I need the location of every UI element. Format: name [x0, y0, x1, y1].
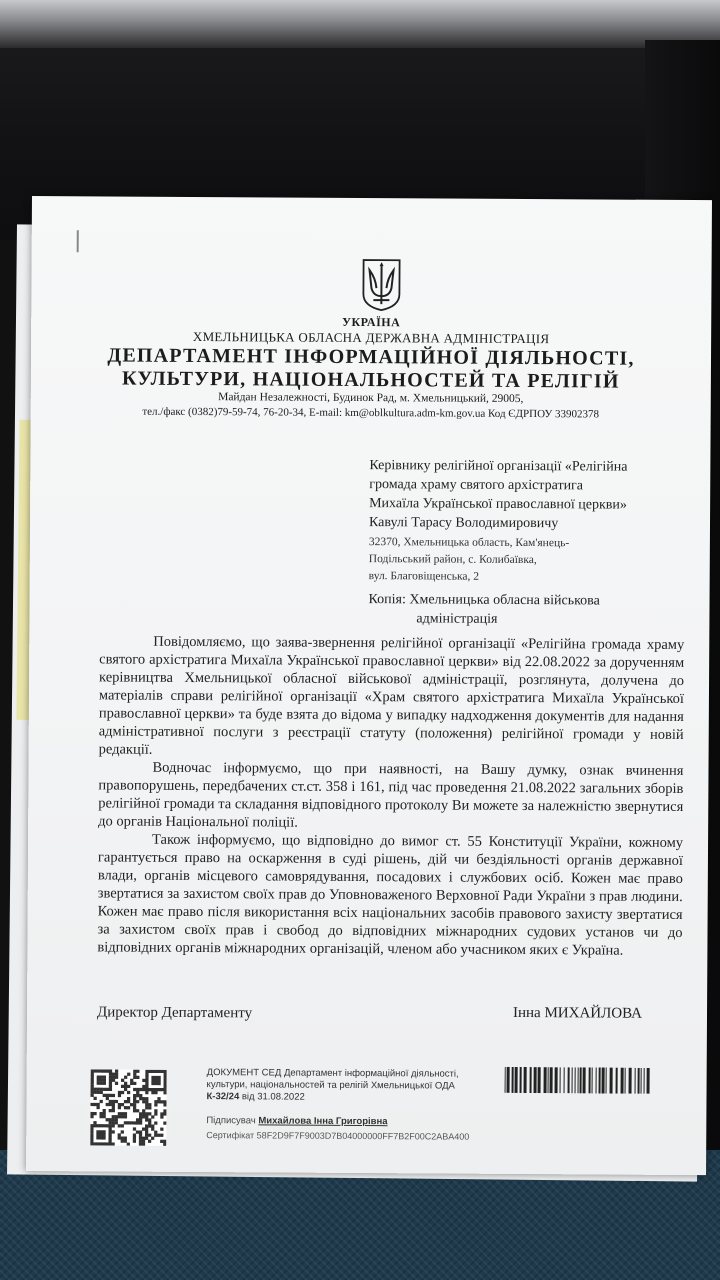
- copy-line: адміністрація: [416, 611, 498, 627]
- body-paragraph: Повідомляємо, що заява-звернення релігійної організації «Релігійна громада храму святого архістратига Михаїла Української православної церкви» від 22.08.2022 за дорученням керівництва Хмельницької обласної військової адміністрації, розглянута, долучена до матеріалів справи релігійної організації «Храм святого архістратига Михаїла Української православної церкви» та буде взята до відома у випадку надходження документів для надання адміністративної послуги з реєстрації статуту (положення) релігійної громади у новій редакції.: [98, 633, 685, 758]
- sed-reg-number: К-32/24: [206, 1091, 240, 1103]
- addressee-line: Керівнику релігійної організації «Релігійна: [369, 458, 628, 475]
- addressee-line: громада храму святого архістратига: [369, 477, 584, 494]
- copy-line: Копія: Хмельницька обласна військова: [368, 592, 600, 609]
- department-name: [31, 344, 711, 394]
- electronic-document-stamp: [206, 1067, 516, 1105]
- sed-signer-label: Підписувач: [206, 1115, 256, 1127]
- postal-address: [369, 534, 669, 587]
- letter-page: [26, 196, 712, 1175]
- sed-signer-name: Михайлова Інна Григорівна: [258, 1115, 388, 1128]
- barcode-icon: [505, 1067, 651, 1094]
- department-line-2: КУЛЬТУРИ, НАЦІОНАЛЬНОСТЕЙ ТА РЕЛІГІЙ: [121, 367, 620, 393]
- signatory-name: Інна МИХАЙЛОВА: [512, 1004, 643, 1022]
- addressee-line: Михаїла Української православної церкви»: [369, 496, 627, 513]
- signatory-role: Директор Департаменту: [96, 1004, 253, 1022]
- department-contacts: тел./факс (0382)79-59-74, 76-20-34, E-mail: km@oblkultura.adm-km.gov.ua Код ЄДРПОУ 33902378: [142, 405, 600, 421]
- copy-recipient: [368, 590, 688, 630]
- department-line-1: ДЕПАРТАМЕНТ ІНФОРМАЦІЙНОЇ ДІЯЛЬНОСТІ,: [107, 344, 635, 370]
- postal-line: вул. Благовіщенська, 2: [368, 570, 480, 583]
- country-name: УКРАЇНА: [342, 314, 401, 330]
- sed-signer: [206, 1115, 516, 1129]
- sed-certificate: Сертифікат 58F2D9F7F9003D7B04000000FF7B2F00C2ABA400: [206, 1130, 470, 1142]
- body-paragraph: Також інформуємо, що відповідно до вимог ст. 55 Конституції України, кожному гарантується право на оскарження в суді рішень, дій чи бездіяльності органів державної влади, органів місцевого самоврядування, посадових і службових осіб. Кожен має право звертатися за захистом своїх прав до Уповноваженого Верховної Ради України з прав людини. Кожен має право після використання всіх національних засобів правового захисту звертатися за захистом своїх прав і свобод до відповідних міжнародних судових установ чи до відповідних органів міжнародних організацій, членом або учасником яких є Україна.: [97, 831, 684, 959]
- letter-body: [97, 632, 684, 960]
- sed-line: культури, національностей та релігій Хмельницької ОДА: [206, 1079, 455, 1092]
- sed-registration: [206, 1091, 516, 1105]
- department-address: Майдан Незалежності, Будинок Рад, м. Хмельницький, 29005,: [218, 391, 524, 406]
- qr-code-icon: [90, 1069, 166, 1145]
- addressee-block: [369, 456, 699, 534]
- sed-line: ДОКУМЕНТ СЕД Департамент інформаційної діяльності,: [206, 1067, 459, 1080]
- punch-mark: [77, 230, 79, 252]
- postal-line: 32370, Хмельницька область, Кам'янець-: [368, 536, 570, 550]
- sed-reg-date: від 31.08.2022: [241, 1091, 305, 1103]
- background-edge: [0, 0, 720, 48]
- postal-line: Подільський район, с. Колибаївка,: [368, 553, 537, 567]
- addressee-name: Кавулі Тарасу Володимировичу: [368, 515, 559, 532]
- body-paragraph: Водночас інформуємо, що при наявності, на Вашу думку, ознак вчинення правопорушень, передбачених ст.ст. 358 і 161, під час проведення 21.08.2022 загальних зборів релігійної громади та складання відповідного протоколу Ви можете за належністю звернутися до органів Національної поліції.: [98, 759, 684, 831]
- coat-of-arms-icon: [359, 256, 403, 312]
- administration-name: ХМЕЛЬНИЦЬКА ОБЛАСНА ДЕРЖАВНА АДМІНІСТРАЦІЯ: [192, 328, 550, 347]
